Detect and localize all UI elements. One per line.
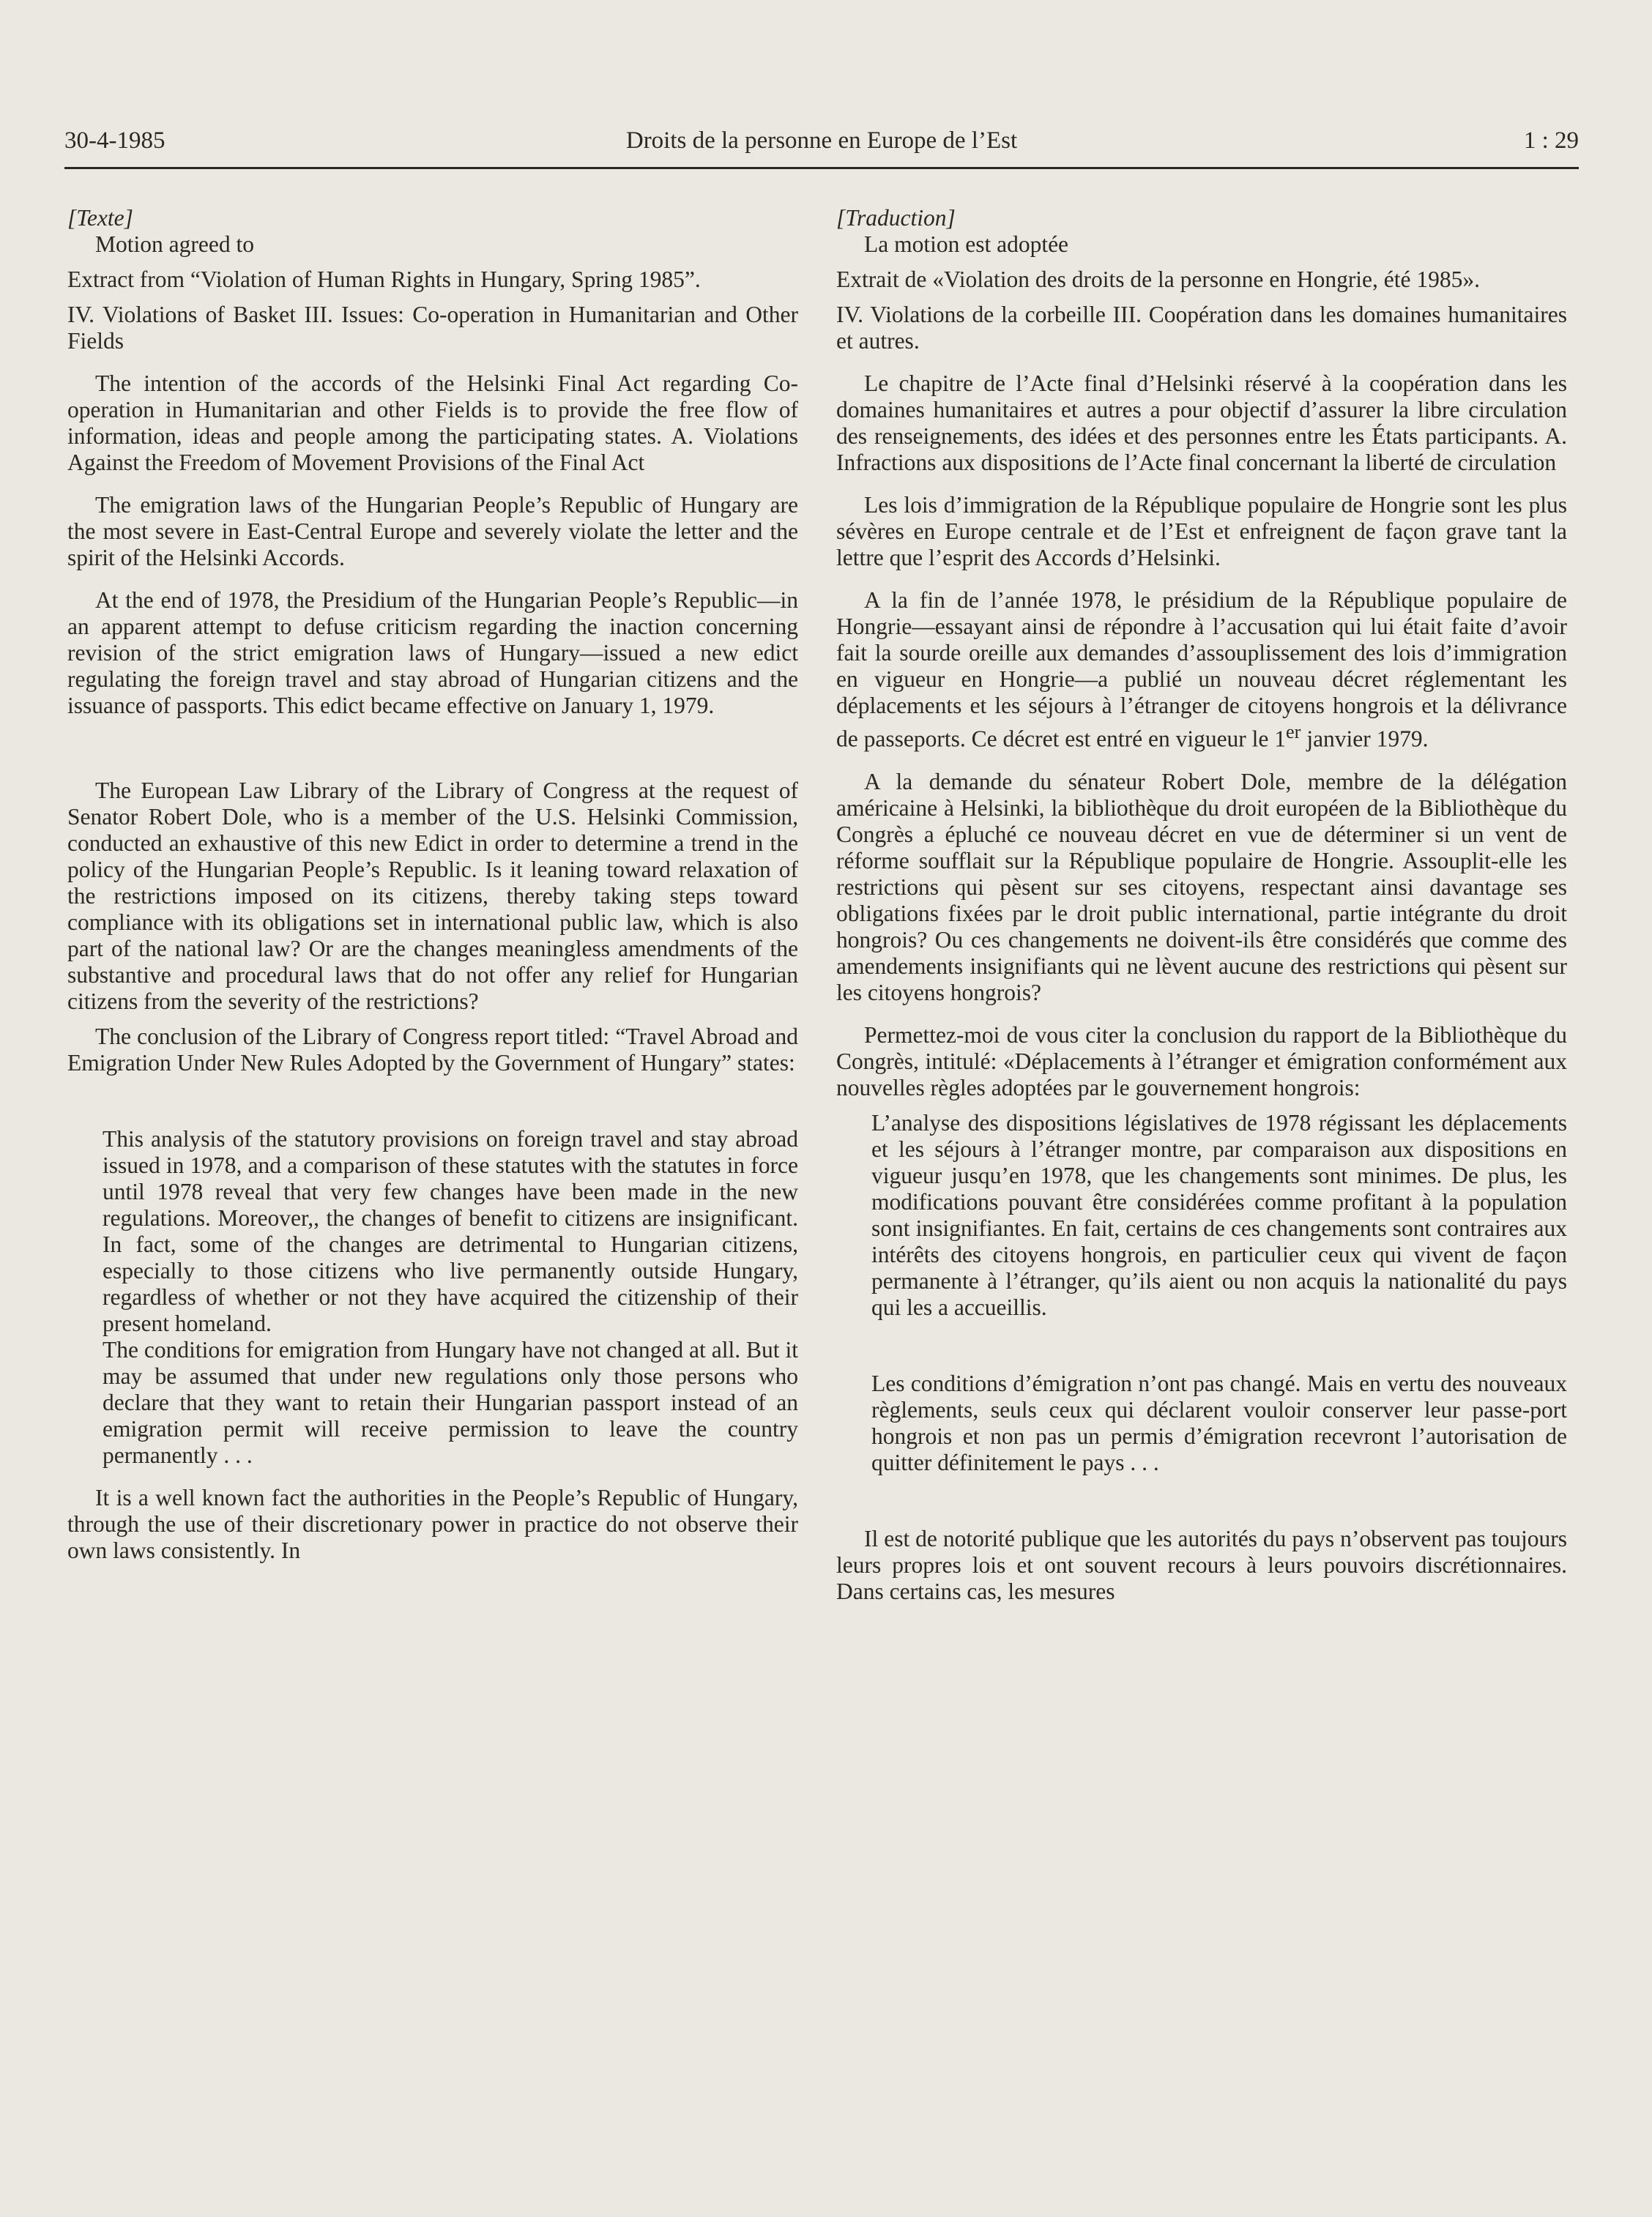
motion-line: Motion agreed to: [95, 231, 254, 257]
paragraph-4: The European Law Library of the Library of Congress at the request of Senator Robert Dole, who is a member of the U.S. Helsinki Commission, conducted an exhaustive of this new Edict in order to determine a trend in the policy of the Hungarian People’s Republic. Is it leaning toward relaxation of the restrictions imposed on its citizens, thereby taking steps toward compliance with its obligations set in international public law, which is also part of the national law? Or are the changes meaningless amendments of the substantive and procedural laws that do not offer any relief for Hungarian citizens from the severity of the restrictions?: [67, 778, 798, 1014]
paragraph-1: Le chapitre de l’Acte final d’Helsinki réservé à la coopération dans les domaines humanitaires et autres a pour objectif d’assurer la libre circulation des renseignements, des idées et des personnes entre les États participants. A. Infractions aux dispositions de l’Acte final concernant la liberté de circulation: [836, 370, 1567, 475]
block-quote-2: Les conditions d’émigration n’ont pas changé. Mais en vertu des nouveaux règlements, seuls ceux qui déclarent vouloir conserver leur passe-port hongrois et non pas un permis d’émigration recevront l’autorisation de quitter définitement le pays . . .: [871, 1370, 1567, 1475]
paragraph-6: It is a well known fact the authorities in the People’s Republic of Hungary, through the use of their discretionary power in practice do not observe their own laws consistently. In: [67, 1485, 798, 1563]
extract-title: Extract from “Violation of Human Rights in Hungary, Spring 1985”.: [67, 267, 701, 292]
english-column: [67, 205, 798, 1564]
paragraph-3: At the end of 1978, the Presidium of the Hungarian People’s Republic—in an apparent attempt to defuse criticism regarding the inaction concerning revision of the strict emigration laws of Hungary—issued a new edict regulating the foreign travel and stay abroad of Hungarian citizens and the issuance of passports. This edict became effective on January 1, 1979.: [67, 587, 798, 718]
running-header: [64, 126, 1579, 169]
paragraph-3: [836, 587, 1567, 753]
paragraph-5: The conclusion of the Library of Congress report titled: “Travel Abroad and Emigration Under New Rules Adopted by the Government of Hungary” states:: [67, 1024, 798, 1076]
motion-line: La motion est adoptée: [864, 231, 1069, 257]
paragraph-3-text: A la fin de l’année 1978, le présidium de la République populaire de Hongrie—essayant ainsi de répondre à l’accusation qui lui était faite d’avoir fait la sourde oreille aux demandes d’assouplissement des lois d’immigration en vigueur en Hongrie—a publié un nouveau décret réglementant les déplacements et les séjours à l’étranger de citoyens hongrois et la délivrance de passeports. Ce décret est entré en vigueur le 1: [836, 587, 1567, 752]
header-date: 30-4-1985: [64, 127, 165, 154]
header-page-number: 1 : 29: [1523, 127, 1579, 154]
block-quote-1: L’analyse des dispositions législatives de 1978 régissant les déplacements et les séjours à l’étranger montre, par comparaison aux dispositions en vigueur jusqu’en 1978, que les changements sont minimes. De plus, les modifications pouvant être considérées comme profitant à la population sont insignifiantes. En fait, certains de ces changements sont contraires aux intérêts des citoyens hongrois, en particulier ceux qui vivent de façon permanente à l’étranger, qu’ils aient ou non acquis la nationalité du pays qui les a accueillis.: [871, 1109, 1567, 1320]
extract-title: Extrait de «Violation des droits de la personne en Hongrie, été 1985».: [836, 267, 1481, 292]
section-label-traduction: [Traduction]: [836, 205, 956, 231]
paragraph-5: Permettez-moi de vous citer la conclusion du rapport de la Bibliothèque du Congrès, intitulé: «Déplacements à l’étranger et émigration conformément aux nouvelles règles adoptées par le gouvernement hongrois:: [836, 1021, 1567, 1100]
ordinal-superscript: er: [1286, 721, 1301, 742]
paragraph-2: Les lois d’immigration de la République populaire de Hongrie sont les plus sévères en Europe centrale et de l’Est et enfreignent de façon grave tant la lettre que l’esprit des Accords d’Helsinki.: [836, 492, 1567, 570]
block-quote-2: The conditions for emigration from Hungary have not changed at all. But it may be assumed that under new regulations only those persons who declare that they want to retain their Hungarian passport instead of an emigration permit will receive permission to leave the country permanently . . .: [103, 1337, 798, 1468]
paragraph-3-end: janvier 1979.: [1301, 726, 1429, 752]
header-title: Droits de la personne en Europe de l’Est: [625, 127, 1018, 154]
french-column: [836, 205, 1567, 1605]
paragraph-4: A la demande du sénateur Robert Dole, membre de la délégation américaine à Helsinki, la bibliothèque du droit européen de la Bibliothèque du Congrès a épluché ce nouveau décret en vue de déterminer si un vent de réforme soufflait sur la République populaire de Hongrie. Assouplit-elle les restrictions qui pèsent sur ses citoyens, respectant ainsi davantage ses obligations fixées par le droit public international, partie intégrante du droit hongrois? Ou ces changements ne doivent-ils être considérés que comme des amendements insignifiants qui ne lèvent aucune des restrictions qui pèsent sur les citoyens hongrois?: [836, 768, 1567, 1005]
section-label-text: [Texte]: [67, 205, 133, 231]
section-heading-iv: IV. Violations de la corbeille III. Coopération dans les domaines humanitaires et autres.: [836, 302, 1567, 354]
section-heading-iv: IV. Violations of Basket III. Issues: Co-operation in Humanitarian and Other Fields: [67, 302, 798, 354]
paragraph-6: Il est de notorité publique que les autorités du pays n’observent pas toujours leurs propres lois et ont souvent recours à leurs pouvoirs discrétionnaires. Dans certains cas, les mesures: [836, 1525, 1567, 1604]
paragraph-2: The emigration laws of the Hungarian People’s Republic of Hungary are the most severe in East-Central Europe and severely violate the letter and the spirit of the Helsinki Accords.: [67, 492, 798, 570]
paragraph-1: The intention of the accords of the Helsinki Final Act regarding Co-operation in Humanitarian and other Fields is to provide the free flow of information, ideas and people among the participating states. A. Violations Against the Freedom of Movement Provisions of the Final Act: [67, 370, 798, 475]
block-quote-1: This analysis of the statutory provisions on foreign travel and stay abroad issued in 1978, and a comparison of these statutes with the statutes in force until 1978 reveal that very few changes have been made in the new regulations. Moreover,, the changes of benefit to citizens are insignificant. In fact, some of the changes are detrimental to Hungarian citizens, especially to those citizens who live permanently outside Hungary, regardless of whether or not they have acquired the citizenship of their present homeland.: [103, 1126, 798, 1336]
